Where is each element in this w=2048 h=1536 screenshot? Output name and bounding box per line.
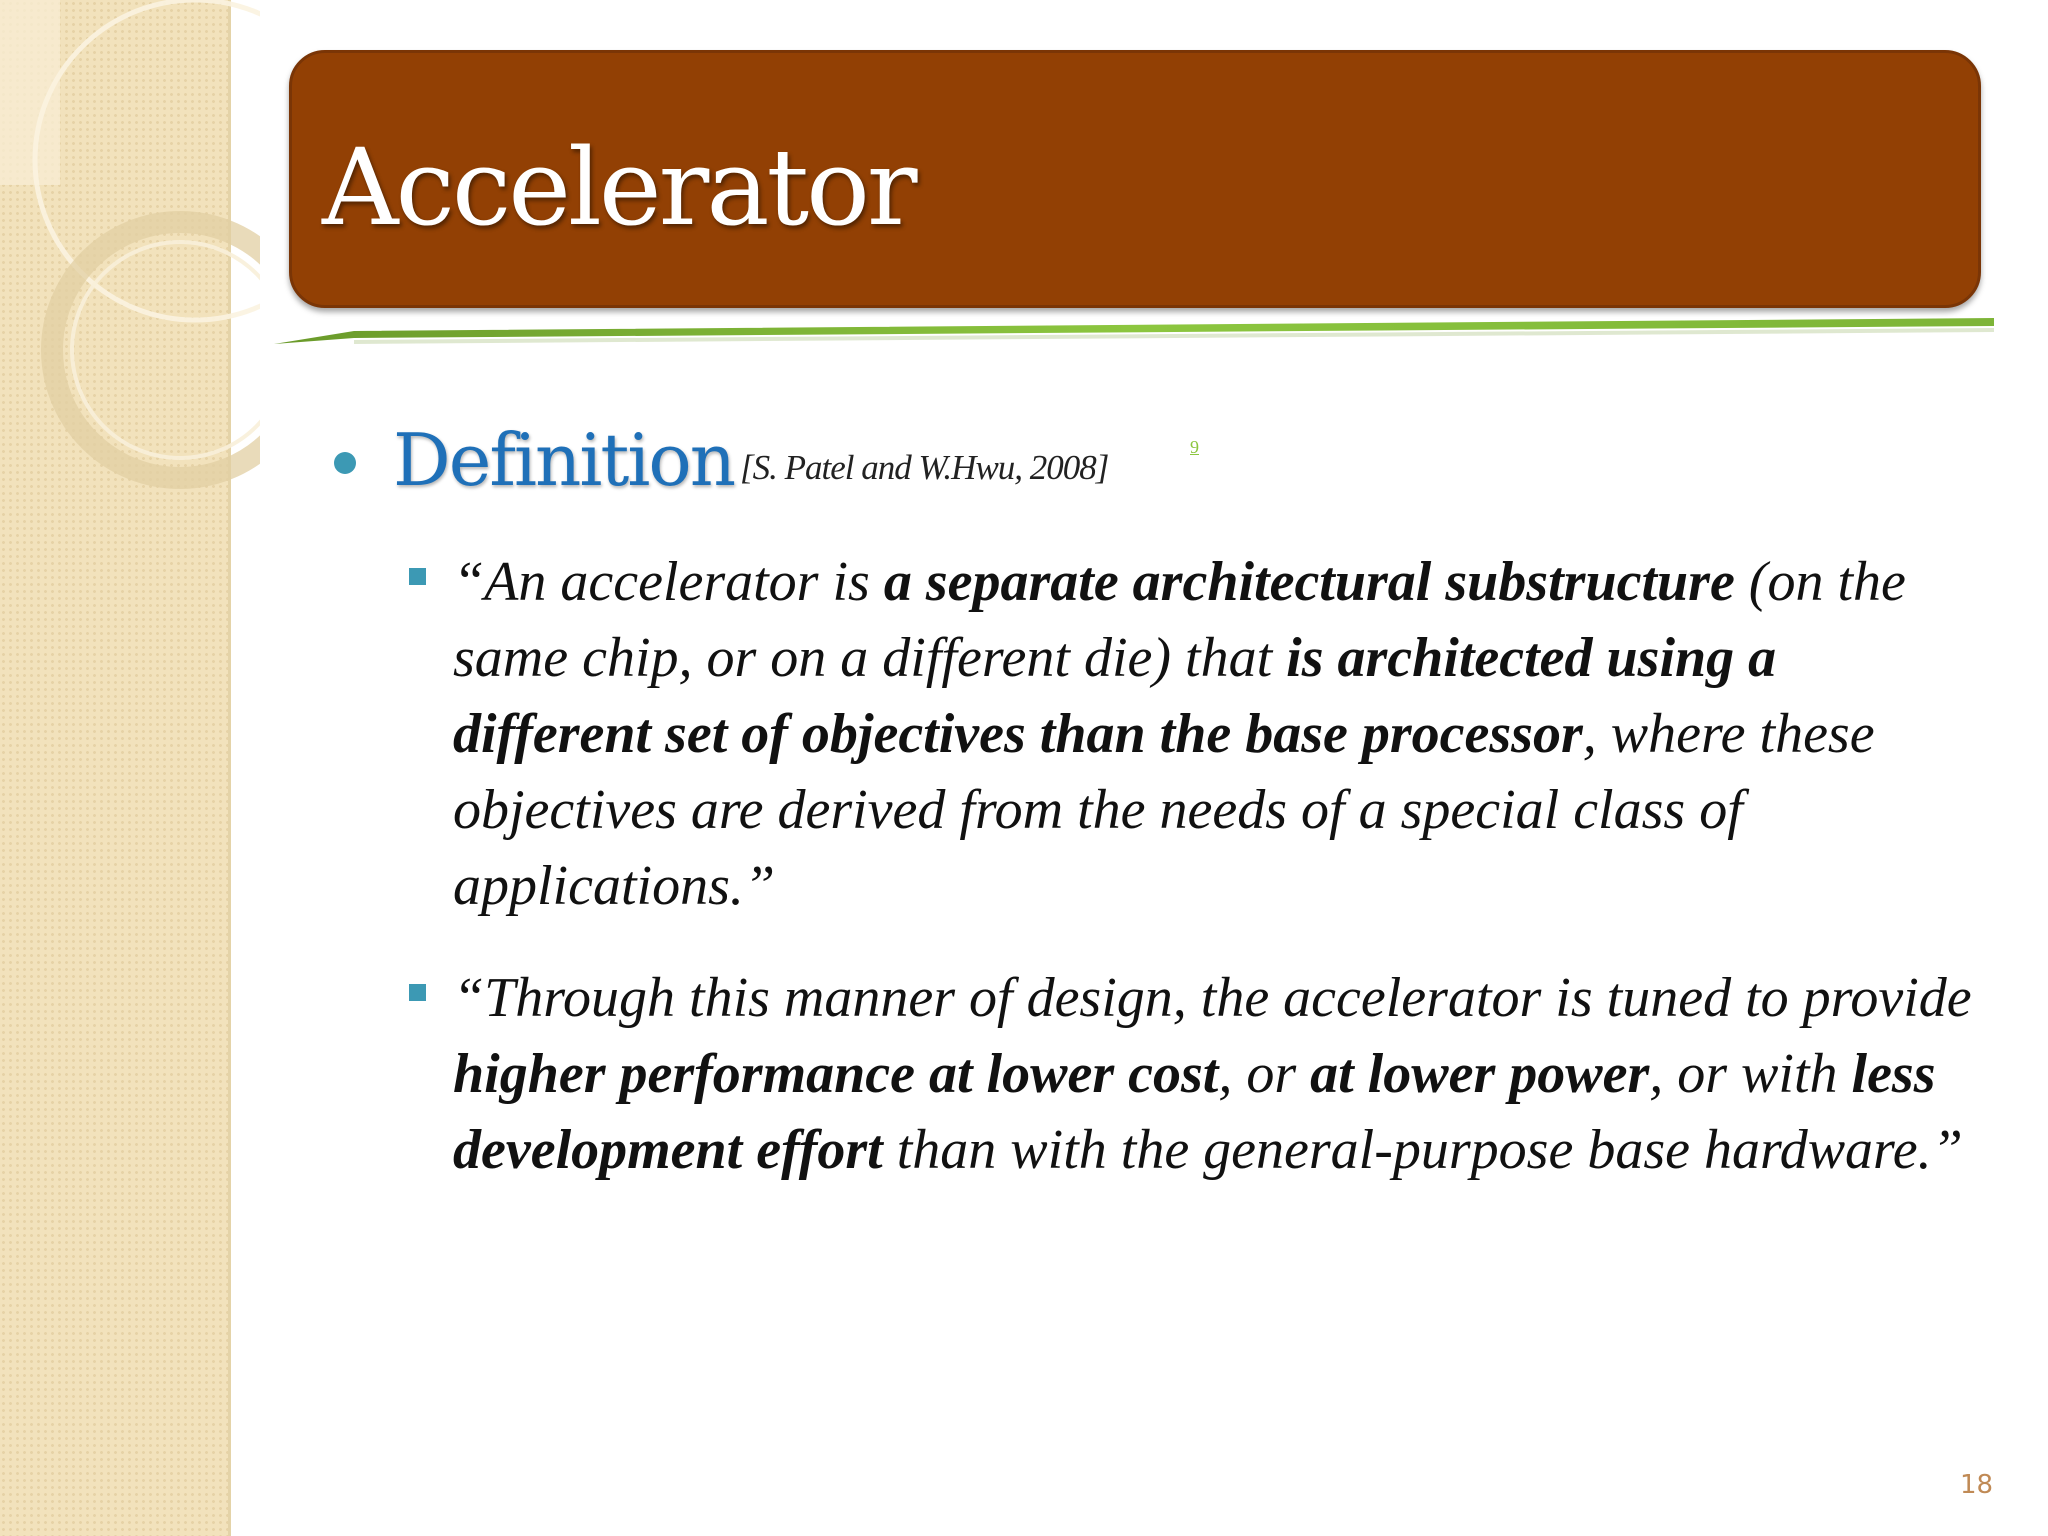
quote-accelerator-definition [453,544,1973,924]
quote-emphasis-text: at lower power [1310,1043,1650,1105]
bullet-dot-icon [334,452,356,474]
page-number: 18 [1960,1470,1994,1500]
quote-emphasis-text: higher performance at lower cost [453,1043,1219,1105]
citation-reference-link[interactable]: 9 [1190,437,1199,457]
quote-text: than with the general-purpose base hardware.” [882,1119,1963,1181]
square-bullet-icon [409,984,426,1001]
definition-heading: Definition [393,418,735,502]
title-underline [274,314,1994,344]
quote-emphasis-text: a separate architectural substructure [883,551,1735,613]
quote-text: , or [1218,1043,1311,1105]
quote-design-benefits [453,960,1973,1188]
quote-text: , where these objectives are derived from the needs of a special class of applications.” [453,703,1875,917]
slide-title: Accelerator [322,126,915,249]
definition-citation: [S. Patel and W.Hwu, 2008] [740,448,1109,487]
quote-emphasis-text: is architected using a different set of objectives than the base processor [453,627,1777,765]
decorative-rings [0,0,260,500]
quote-text: “Through this manner of design, the accelerator is tuned to provide [453,967,1972,1029]
quote-text: , or with [1649,1043,1852,1105]
quote-text: (on the same chip, or on a different die) that [453,551,1906,689]
quote-text: “An accelerator is [453,551,884,613]
quote-emphasis-text: less development effort [453,1043,1936,1181]
square-bullet-icon [409,568,426,585]
